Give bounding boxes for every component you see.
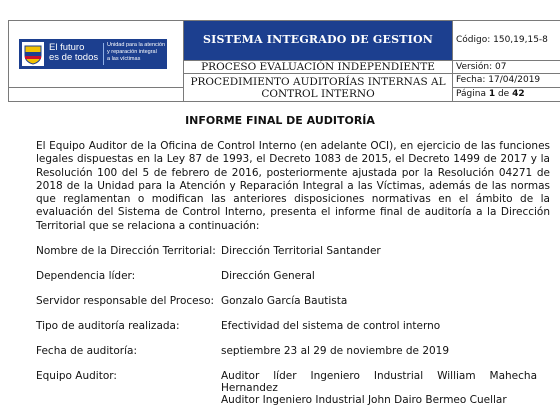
field-value: Efectividad del sistema de control interno xyxy=(221,320,441,332)
process-name: PROCESO EVALUACIÓN INDEPENDIENTE xyxy=(184,60,453,73)
logo-divider xyxy=(103,43,104,65)
team-label: Equipo Auditor: xyxy=(36,370,117,382)
report-title: INFORME FINAL DE AUDITORÍA xyxy=(185,114,375,127)
audit-team-list xyxy=(221,370,537,406)
logo-tagline: Unidad para la atención y reparación integral a las víctimas xyxy=(107,41,166,62)
coat-of-arms-icon xyxy=(22,42,44,66)
page-counter: Página 1 de 42 xyxy=(453,87,560,101)
document-header xyxy=(8,20,560,102)
intro-paragraph: El Equipo Auditor de la Oficina de Control Interno (en adelante OCI), en ejercicio de las funciones legales dispuestas en la Ley 87 de 1993, el Decreto 1083 de 2015, el Decreto 1499 de 2017 y la Resolución 100 del 5 de febrero de 2016, posteriormente ajustada por la Resolución 04271 de 2018 de la Unidad para la Atención y Reparación Integral a las Víctimas, además de las normas que reglamentan o modifican las anteriores disposiciones normativas en el ámbito de la evaluación del Sistema de Control Interno, presenta el informe final de auditoría a la Dirección Territorial que se relaciona a continuación: xyxy=(36,140,550,232)
field-value: Gonzalo García Bautista xyxy=(221,295,348,307)
field-value: Dirección Territorial Santander xyxy=(221,245,381,257)
document-date: Fecha: 17/04/2019 xyxy=(453,74,560,87)
logo-slogan: El futuro es de todos xyxy=(49,41,99,63)
auditor-line: Auditor líder Ingeniero Industrial William Mahecha xyxy=(221,370,537,382)
system-title: SISTEMA INTEGRADO DE GESTION xyxy=(184,21,453,61)
field-label: Nombre de la Dirección Territorial: xyxy=(36,245,216,257)
logo-cell-bottom xyxy=(9,87,184,101)
auditor-line: Hernandez xyxy=(221,382,278,394)
document-version: Versión: 07 xyxy=(453,60,560,73)
auditor-line: Auditor Ingeniero Industrial John Dairo Bermeo Cuellar xyxy=(221,394,507,406)
procedure-name: PROCEDIMIENTO AUDITORÍAS INTERNAS AL CONTROL INTERNO xyxy=(184,74,453,102)
field-label: Fecha de auditoría: xyxy=(36,345,138,357)
field-label: Servidor responsable del Proceso: xyxy=(36,295,215,307)
unidad-victimas-logo xyxy=(19,39,167,69)
field-value: septiembre 23 al 29 de noviembre de 2019 xyxy=(221,345,450,357)
field-label: Dependencia líder: xyxy=(36,270,136,282)
field-value: Dirección General xyxy=(221,270,315,282)
document-code: Código: 150,19,15-8 xyxy=(453,21,560,61)
field-label: Tipo de auditoría realizada: xyxy=(36,320,180,332)
logo-cell xyxy=(9,21,184,88)
